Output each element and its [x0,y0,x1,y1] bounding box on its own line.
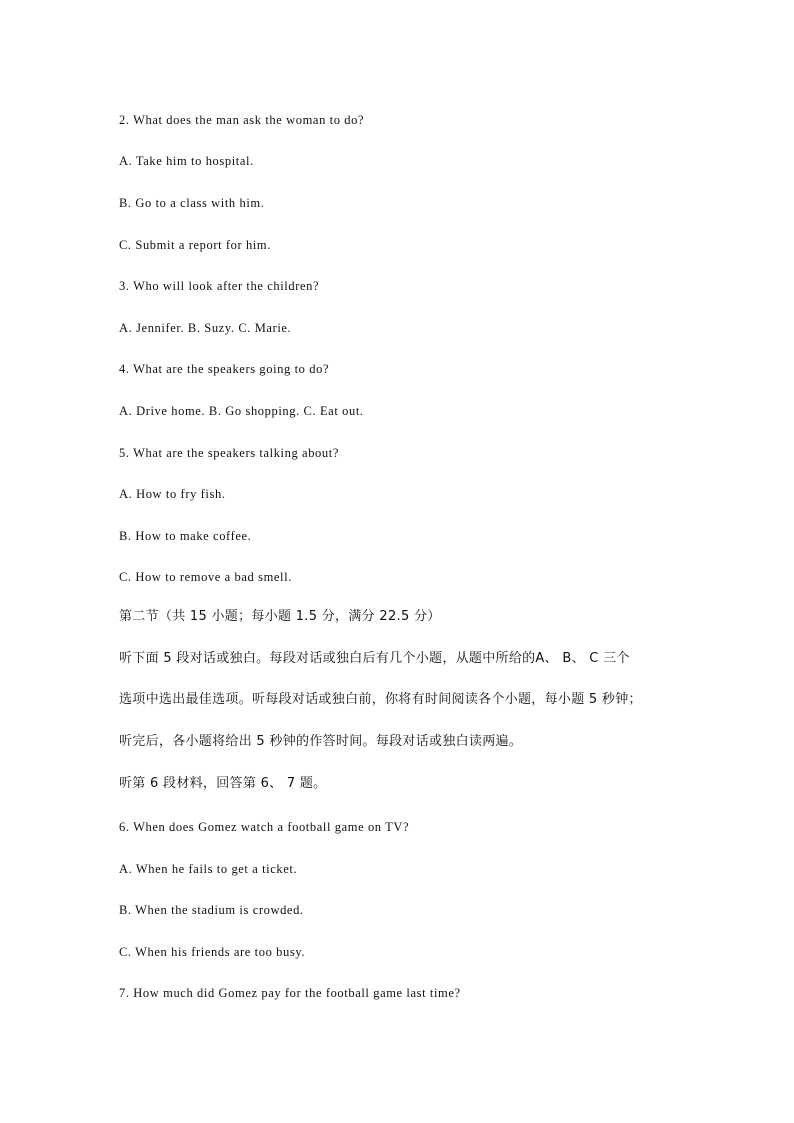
question-2-option-a: A. Take him to hospital. [119,154,254,168]
question-7-stem: 7. How much did Gomez pay for the football game last time? [119,986,461,1000]
question-5-stem: 5. What are the speakers talking about? [119,446,339,460]
question-3-stem: 3. Who will look after the children? [119,279,320,293]
question-6-option-c: C. When his friends are too busy. [119,945,306,959]
section-instructions-line-1: 听下面 5 段对话或独白。每段对话或独白后有几个小题，从题中所给的A、 B、 C 三个 [119,651,630,666]
question-4-stem: 4. What are the speakers going to do? [119,362,330,376]
question-2-stem: 2. What does the man ask the woman to do? [119,113,365,127]
material-note: 听第 6 段材料，回答第 6、 7 题。 [119,776,327,791]
question-2-option-b: B. Go to a class with him. [119,196,265,210]
question-5-option-b: B. How to make coffee. [119,529,252,543]
section-instructions-line-2: 选项中选出最佳选项。听每段对话或独白前，你将有时间阅读各个小题，每小题 5 秒钟； [119,692,642,707]
question-4-options: A. Drive home. B. Go shopping. C. Eat out. [119,404,364,418]
section-instructions-line-3: 听完后，各小题将给出 5 秒钟的作答时间。每段对话或独白读两遍。 [119,734,523,749]
question-2-option-c: C. Submit a report for him. [119,238,271,252]
question-6-stem: 6. When does Gomez watch a football game on TV? [119,820,410,834]
question-6-option-a: A. When he fails to get a ticket. [119,862,298,876]
question-5-option-a: A. How to fry fish. [119,487,226,501]
question-3-options: A. Jennifer. B. Suzy. C. Marie. [119,321,292,335]
question-5-option-c: C. How to remove a bad smell. [119,570,292,584]
question-6-option-b: B. When the stadium is crowded. [119,903,304,917]
section-heading: 第二节（共 15 小题；每小题 1.5 分，满分 22.5 分） [119,609,441,624]
